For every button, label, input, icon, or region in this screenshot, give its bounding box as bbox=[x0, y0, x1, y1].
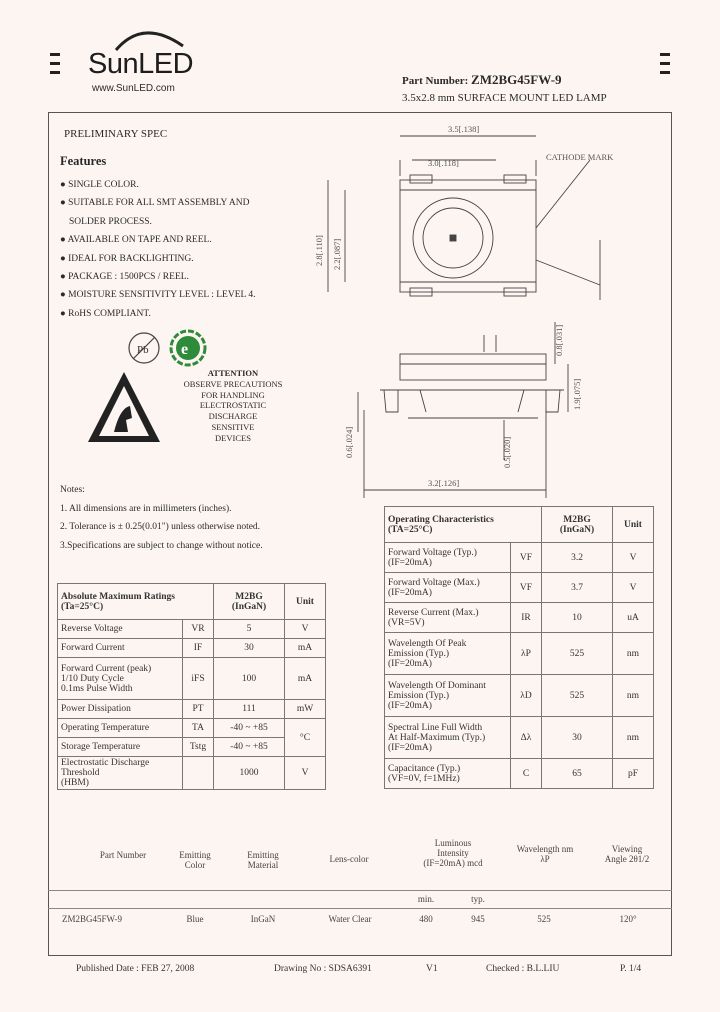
attention-block bbox=[178, 368, 288, 444]
left-bars-icon bbox=[50, 53, 60, 80]
table-row: Forward Voltage (Max.) (IF=20mA) VF 3.7 V bbox=[385, 573, 654, 603]
sel-material: InGaN bbox=[250, 914, 276, 924]
features-list bbox=[60, 176, 255, 323]
part-number: ZM2BG45FW-9 bbox=[471, 72, 562, 87]
sel-typ: 945 bbox=[471, 914, 485, 924]
op-char-col-unit: Unit bbox=[613, 507, 654, 543]
table-row: Reverse Current (Max.) (VR=5V) IR 10 uA bbox=[385, 603, 654, 633]
table-row: Capacitance (Typ.) (VF=0V, f=1MHz) C 65 pF bbox=[385, 759, 654, 789]
notes-block bbox=[60, 481, 263, 555]
sel-min: 480 bbox=[419, 914, 433, 924]
feature-item: ● PACKAGE : 1500PCS / REEL. bbox=[60, 272, 189, 283]
right-bars-icon bbox=[660, 53, 670, 80]
dim-label: 2.8[.110] bbox=[314, 235, 324, 266]
sel-col-typ: typ. bbox=[471, 894, 485, 904]
table-row: Forward Current IF 30 mA bbox=[58, 639, 326, 658]
abs-max-col-unit: Unit bbox=[285, 584, 326, 620]
table-row: Wavelength Of Dominant Emission (Typ.) (IF=20mA) λD 525 nm bbox=[385, 675, 654, 717]
table-row: Power Dissipation PT 111 mW bbox=[58, 700, 326, 719]
dim-label: 1.9[.075] bbox=[572, 378, 582, 410]
sel-col-lens: Lens-color bbox=[329, 854, 369, 864]
sel-col-material: Emitting Material bbox=[247, 850, 279, 870]
dim-label: CATHODE MARK bbox=[546, 152, 614, 162]
attention-line: DEVICES bbox=[215, 432, 251, 443]
dim-label: 0.6[.024] bbox=[344, 426, 354, 458]
feature-item: ● MOISTURE SENSITIVITY LEVEL : LEVEL 4. bbox=[60, 290, 256, 301]
sel-viewing: 120° bbox=[619, 914, 637, 924]
spec-status: PRELIMINARY SPEC bbox=[64, 128, 168, 140]
abs-max-header: Absolute Maximum Ratings (Ta=25°C) bbox=[58, 584, 214, 620]
note-item: 2. Tolerance is ± 0.25(0.01") unless otherwise noted. bbox=[60, 522, 261, 532]
abs-max-table bbox=[57, 583, 326, 790]
feature-item: ● AVAILABLE ON TAPE AND REEL. bbox=[60, 235, 212, 246]
part-number-label: Part Number: bbox=[402, 75, 469, 87]
features-title: Features bbox=[60, 154, 107, 168]
attention-line: DISCHARGE bbox=[208, 411, 258, 422]
attention-title: ATTENTION bbox=[207, 368, 259, 378]
dimension-labels bbox=[314, 124, 614, 488]
table-row: Operating Temperature TA -40 ~ +85 °C bbox=[58, 719, 326, 738]
dim-label: 3.0[.118] bbox=[428, 158, 459, 168]
table-row: Wavelength Of Peak Emission (Typ.) (IF=20mA) λP 525 nm bbox=[385, 633, 654, 675]
table-row: Electrostatic Discharge Threshold (HBM) 1000 V bbox=[58, 757, 326, 790]
notes-title: Notes: bbox=[60, 485, 85, 495]
sel-part: ZM2BG45FW-9 bbox=[62, 914, 123, 924]
footer-version: V1 bbox=[426, 964, 438, 974]
abs-max-col-part: M2BG (InGaN) bbox=[214, 584, 285, 620]
attention-line: SENSITIVE bbox=[211, 421, 255, 432]
svg-text:Pb: Pb bbox=[137, 344, 149, 356]
note-item: 1. All dimensions are in millimeters (inches). bbox=[60, 503, 232, 514]
brand-url[interactable]: www.SunLED.com bbox=[92, 83, 175, 94]
lead-free-icon bbox=[126, 330, 162, 366]
dim-label: 0.8[.031] bbox=[554, 324, 564, 356]
attention-line: ELECTROSTATIC bbox=[199, 400, 267, 411]
table-row: Forward Voltage (Typ.) (IF=20mA) VF 3.2 V bbox=[385, 543, 654, 573]
divider bbox=[48, 908, 672, 909]
mechanical-drawing bbox=[300, 120, 670, 500]
part-number-line bbox=[402, 72, 562, 88]
sel-col-color: Emitting Color bbox=[179, 850, 211, 870]
footer-page: P. 1/4 bbox=[620, 964, 642, 974]
selection-guide bbox=[48, 838, 672, 928]
sel-col-min: min. bbox=[417, 894, 435, 904]
sel-lens: Water Clear bbox=[328, 914, 372, 924]
feature-item: ● IDEAL FOR BACKLIGHTING. bbox=[60, 253, 194, 264]
subtitle: 3.5x2.8 mm SURFACE MOUNT LED LAMP bbox=[402, 92, 607, 104]
footer-checked: Checked : B.L.LIU bbox=[486, 964, 560, 974]
table-row: Forward Current (peak) 1/10 Duty Cycle 0.1ms Pulse Width iFS 100 mA bbox=[58, 658, 326, 700]
op-char-table bbox=[384, 506, 654, 789]
feature-item: ● SINGLE COLOR. bbox=[60, 180, 139, 190]
divider bbox=[48, 890, 672, 891]
attention-line: OBSERVE PRECAUTIONS bbox=[183, 378, 283, 389]
sel-col-luminous: Luminous Intensity (IF=20mA) mcd bbox=[423, 838, 483, 868]
sel-color: Blue bbox=[186, 914, 204, 924]
brand-logo: SunLED bbox=[88, 48, 194, 80]
sel-col-part: Part Number bbox=[99, 850, 147, 860]
op-char-header: Operating Characteristics (TA=25°C) bbox=[385, 507, 542, 543]
op-char-col-part: M2BG (InGaN) bbox=[542, 507, 613, 543]
dim-label: 0.5[.020] bbox=[502, 436, 512, 468]
sel-col-wavelength: Wavelength nm λP bbox=[516, 844, 574, 864]
footer-drawing: Drawing No : SDSA6391 bbox=[274, 964, 372, 974]
table-row: Storage Temperature Tstg -40 ~ +85 bbox=[58, 738, 326, 757]
dim-label: 2.2[.087] bbox=[332, 238, 342, 270]
svg-text:e: e bbox=[181, 341, 189, 358]
esd-warning-icon bbox=[86, 368, 162, 446]
feature-item: SOLDER PROCESS. bbox=[69, 216, 152, 227]
note-item: 3.Specifications are subject to change without notice. bbox=[60, 540, 263, 551]
rohs-e-icon bbox=[168, 328, 208, 368]
table-row: Reverse Voltage VR 5 V bbox=[58, 620, 326, 639]
feature-item: ● SUITABLE FOR ALL SMT ASSEMBLY AND bbox=[60, 198, 250, 209]
sel-wavelength: 525 bbox=[537, 914, 551, 924]
dim-label: 3.2[.126] bbox=[428, 478, 460, 488]
footer-published: Published Date : FEB 27, 2008 bbox=[76, 964, 195, 974]
feature-item: ● RoHS COMPLIANT. bbox=[60, 308, 151, 319]
table-row: Spectral Line Full Width At Half-Maximum (Typ.) (IF=20mA) Δλ 30 nm bbox=[385, 717, 654, 759]
attention-line: FOR HANDLING bbox=[201, 389, 265, 400]
dim-label: 3.5[.138] bbox=[448, 124, 480, 134]
sel-col-viewing: Viewing Angle 2θ1/2 bbox=[604, 844, 650, 864]
